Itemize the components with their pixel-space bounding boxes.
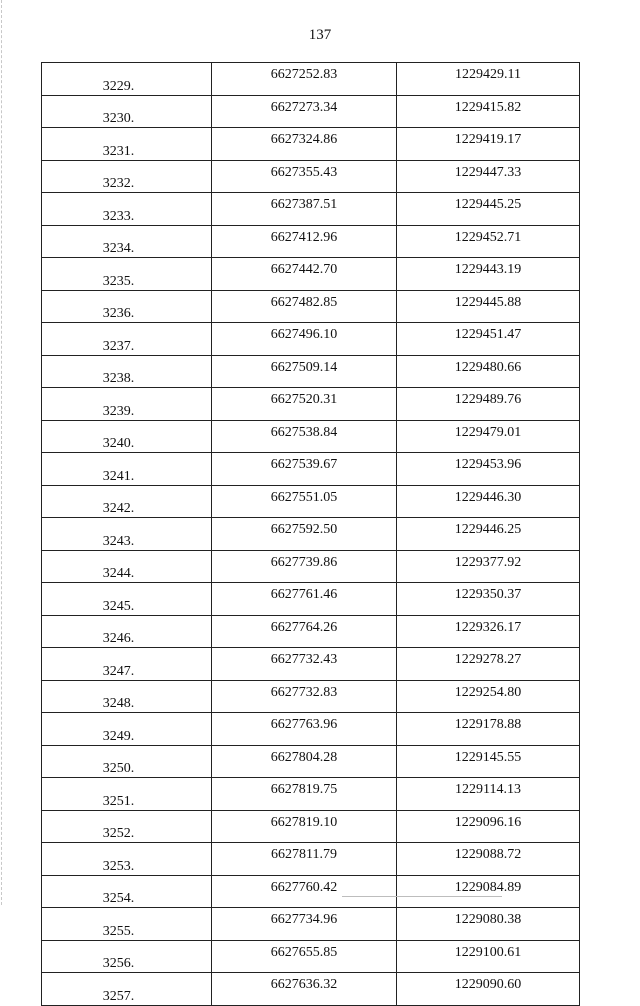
x-coordinate-cell: 6627636.32 <box>212 973 397 1006</box>
x-coordinate-cell: 6627273.34 <box>212 95 397 128</box>
y-coordinate-cell: 1229445.88 <box>397 290 580 323</box>
table-row <box>42 583 580 616</box>
x-coordinate-cell: 6627764.26 <box>212 615 397 648</box>
point-number-cell: 3249. <box>42 713 212 746</box>
coordinates-table-body <box>42 63 580 1006</box>
x-coordinate-cell: 6627763.96 <box>212 713 397 746</box>
table-row <box>42 615 580 648</box>
x-coordinate-cell: 6627412.96 <box>212 225 397 258</box>
table-row <box>42 290 580 323</box>
y-coordinate-cell: 1229080.38 <box>397 908 580 941</box>
point-number-cell: 3242. <box>42 485 212 518</box>
table-row <box>42 388 580 421</box>
y-coordinate-cell: 1229479.01 <box>397 420 580 453</box>
x-coordinate-cell: 6627520.31 <box>212 388 397 421</box>
x-coordinate-cell: 6627324.86 <box>212 128 397 161</box>
table-row <box>42 258 580 291</box>
scan-edge-bottom <box>342 896 502 897</box>
point-number-cell: 3256. <box>42 940 212 973</box>
y-coordinate-cell: 1229429.11 <box>397 63 580 96</box>
x-coordinate-cell: 6627551.05 <box>212 485 397 518</box>
x-coordinate-cell: 6627761.46 <box>212 583 397 616</box>
y-coordinate-cell: 1229446.25 <box>397 518 580 551</box>
point-number-cell: 3240. <box>42 420 212 453</box>
point-number-cell: 3250. <box>42 745 212 778</box>
table-row <box>42 778 580 811</box>
y-coordinate-cell: 1229489.76 <box>397 388 580 421</box>
table-row <box>42 193 580 226</box>
point-number-cell: 3237. <box>42 323 212 356</box>
y-coordinate-cell: 1229445.25 <box>397 193 580 226</box>
x-coordinate-cell: 6627539.67 <box>212 453 397 486</box>
table-row <box>42 160 580 193</box>
point-number-cell: 3236. <box>42 290 212 323</box>
table-row <box>42 713 580 746</box>
table-row <box>42 128 580 161</box>
point-number-cell: 3257. <box>42 973 212 1006</box>
y-coordinate-cell: 1229278.27 <box>397 648 580 681</box>
y-coordinate-cell: 1229480.66 <box>397 355 580 388</box>
y-coordinate-cell: 1229326.17 <box>397 615 580 648</box>
point-number-cell: 3233. <box>42 193 212 226</box>
point-number-cell: 3234. <box>42 225 212 258</box>
point-number-cell: 3253. <box>42 843 212 876</box>
table-row <box>42 745 580 778</box>
table-row <box>42 420 580 453</box>
y-coordinate-cell: 1229452.71 <box>397 225 580 258</box>
x-coordinate-cell: 6627655.85 <box>212 940 397 973</box>
x-coordinate-cell: 6627739.86 <box>212 550 397 583</box>
table-row <box>42 518 580 551</box>
y-coordinate-cell: 1229446.30 <box>397 485 580 518</box>
scan-edge-left <box>1 0 3 905</box>
table-row <box>42 940 580 973</box>
x-coordinate-cell: 6627804.28 <box>212 745 397 778</box>
table-row <box>42 648 580 681</box>
table-row <box>42 810 580 843</box>
x-coordinate-cell: 6627355.43 <box>212 160 397 193</box>
x-coordinate-cell: 6627732.83 <box>212 680 397 713</box>
table-row <box>42 63 580 96</box>
y-coordinate-cell: 1229178.88 <box>397 713 580 746</box>
point-number-cell: 3254. <box>42 875 212 908</box>
page-number: 137 <box>308 27 332 43</box>
y-coordinate-cell: 1229096.16 <box>397 810 580 843</box>
coordinates-table <box>41 62 580 1006</box>
x-coordinate-cell: 6627734.96 <box>212 908 397 941</box>
y-coordinate-cell: 1229419.17 <box>397 128 580 161</box>
table-row <box>42 453 580 486</box>
y-coordinate-cell: 1229090.60 <box>397 973 580 1006</box>
y-coordinate-cell: 1229084.89 <box>397 875 580 908</box>
table-row <box>42 908 580 941</box>
x-coordinate-cell: 6627760.42 <box>212 875 397 908</box>
point-number-cell: 3252. <box>42 810 212 843</box>
table-row <box>42 843 580 876</box>
table-row <box>42 680 580 713</box>
y-coordinate-cell: 1229254.80 <box>397 680 580 713</box>
point-number-cell: 3235. <box>42 258 212 291</box>
x-coordinate-cell: 6627482.85 <box>212 290 397 323</box>
y-coordinate-cell: 1229145.55 <box>397 745 580 778</box>
point-number-cell: 3229. <box>42 63 212 96</box>
point-number-cell: 3251. <box>42 778 212 811</box>
x-coordinate-cell: 6627811.79 <box>212 843 397 876</box>
y-coordinate-cell: 1229114.13 <box>397 778 580 811</box>
point-number-cell: 3238. <box>42 355 212 388</box>
table-row <box>42 323 580 356</box>
point-number-cell: 3231. <box>42 128 212 161</box>
point-number-cell: 3243. <box>42 518 212 551</box>
y-coordinate-cell: 1229377.92 <box>397 550 580 583</box>
y-coordinate-cell: 1229100.61 <box>397 940 580 973</box>
x-coordinate-cell: 6627509.14 <box>212 355 397 388</box>
y-coordinate-cell: 1229443.19 <box>397 258 580 291</box>
y-coordinate-cell: 1229447.33 <box>397 160 580 193</box>
point-number-cell: 3232. <box>42 160 212 193</box>
x-coordinate-cell: 6627819.10 <box>212 810 397 843</box>
y-coordinate-cell: 1229451.47 <box>397 323 580 356</box>
x-coordinate-cell: 6627732.43 <box>212 648 397 681</box>
point-number-cell: 3247. <box>42 648 212 681</box>
y-coordinate-cell: 1229088.72 <box>397 843 580 876</box>
point-number-cell: 3230. <box>42 95 212 128</box>
point-number-cell: 3239. <box>42 388 212 421</box>
table-row <box>42 485 580 518</box>
table-row <box>42 875 580 908</box>
table-row <box>42 973 580 1006</box>
x-coordinate-cell: 6627819.75 <box>212 778 397 811</box>
point-number-cell: 3245. <box>42 583 212 616</box>
table-row <box>42 95 580 128</box>
y-coordinate-cell: 1229350.37 <box>397 583 580 616</box>
table-row <box>42 550 580 583</box>
table-row <box>42 225 580 258</box>
x-coordinate-cell: 6627252.83 <box>212 63 397 96</box>
x-coordinate-cell: 6627496.10 <box>212 323 397 356</box>
x-coordinate-cell: 6627387.51 <box>212 193 397 226</box>
table-row <box>42 355 580 388</box>
x-coordinate-cell: 6627442.70 <box>212 258 397 291</box>
point-number-cell: 3248. <box>42 680 212 713</box>
x-coordinate-cell: 6627592.50 <box>212 518 397 551</box>
x-coordinate-cell: 6627538.84 <box>212 420 397 453</box>
point-number-cell: 3241. <box>42 453 212 486</box>
y-coordinate-cell: 1229453.96 <box>397 453 580 486</box>
y-coordinate-cell: 1229415.82 <box>397 95 580 128</box>
point-number-cell: 3244. <box>42 550 212 583</box>
point-number-cell: 3246. <box>42 615 212 648</box>
point-number-cell: 3255. <box>42 908 212 941</box>
